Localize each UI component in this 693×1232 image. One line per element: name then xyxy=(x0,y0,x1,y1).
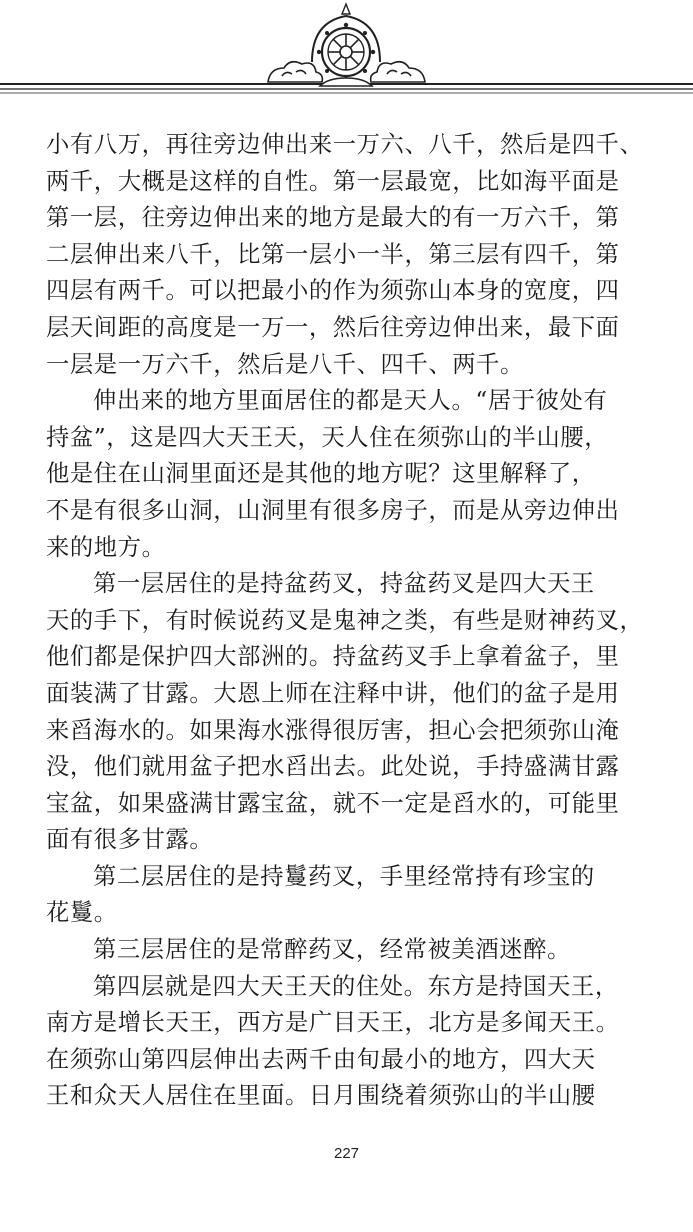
text-line: 宝盆，如果盛满甘露宝盆，就不一定是舀水的，可能里 xyxy=(46,789,620,817)
text-line: 第二层居住的是持鬘药叉，手里经常持有珍宝的 xyxy=(93,862,595,890)
text-line: 天的手下，有时候说药叉是鬼神之类，有些是财神药叉， xyxy=(46,606,644,634)
text-line: 面装满了甘露。大恩上师在注释中讲，他们的盆子是用 xyxy=(46,679,620,707)
text-line: 不是有很多山洞，山洞里有很多房子，而是从旁边伸出 xyxy=(46,496,620,524)
text-line: 在须弥山第四层伸出去两千由旬最小的地方，四大天 xyxy=(46,1045,596,1073)
text-line: 来的地方。 xyxy=(46,533,166,561)
text-line: 王和众天人居住在里面。日月围绕着须弥山的半山腰 xyxy=(46,1082,596,1110)
text-line: 两千，大概是这样的自性。第一层最宽，比如海平面是 xyxy=(46,167,620,195)
text-line: 持盆”，这是四大天王天，天人住在须弥山的半山腰， xyxy=(46,423,609,451)
page-body xyxy=(46,127,658,1115)
header-ornament xyxy=(0,0,693,110)
text-line: 第三层居住的是常醉药叉，经常被美酒迷醉。 xyxy=(93,936,571,964)
text-line: 四层有两千。可以把最小的作为须弥山本身的宽度，四 xyxy=(46,277,620,305)
text-line: 第一层，往旁边伸出来的地方是最大的有一万六千，第 xyxy=(46,204,620,232)
text-line: 来舀海水的。如果海水涨得很厉害，担心会把须弥山淹 xyxy=(46,716,620,744)
dharma-wheel-icon xyxy=(0,0,693,110)
text-line: 他们都是保护四大部洲的。持盆药叉手上拿着盆子，里 xyxy=(46,643,620,671)
text-line: 没，他们就用盆子把水舀出去。此处说，手持盛满甘露 xyxy=(46,753,620,781)
page-number: 227 xyxy=(333,1145,360,1162)
text-line: 第一层居住的是持盆药叉，持盆药叉是四大天王 xyxy=(93,570,595,598)
text-line: 二层伸出来八千，比第一层小一半，第三层有四千，第 xyxy=(46,240,620,268)
text-line: 第四层就是四大天王天的住处。东方是持国天王， xyxy=(93,972,619,1000)
text-line: 南方是增长天王，西方是广目天王，北方是多闻天王。 xyxy=(46,1009,620,1037)
text-line: 花鬘。 xyxy=(46,899,118,927)
text-line: 伸出来的地方里面居住的都是天人。“居于彼处有 xyxy=(93,387,608,415)
text-line: 他是住在山洞里面还是其他的地方呢？这里解释了， xyxy=(46,460,596,488)
text-line: 一层是一万六千，然后是八千、四千、两千。 xyxy=(46,350,524,378)
text-line: 面有很多甘露。 xyxy=(46,826,214,854)
text-line: 层天间距的高度是一万一，然后往旁边伸出来，最下面 xyxy=(46,313,620,341)
text-line: 小有八万，再往旁边伸出来一万六、八千，然后是四千、 xyxy=(46,131,644,158)
